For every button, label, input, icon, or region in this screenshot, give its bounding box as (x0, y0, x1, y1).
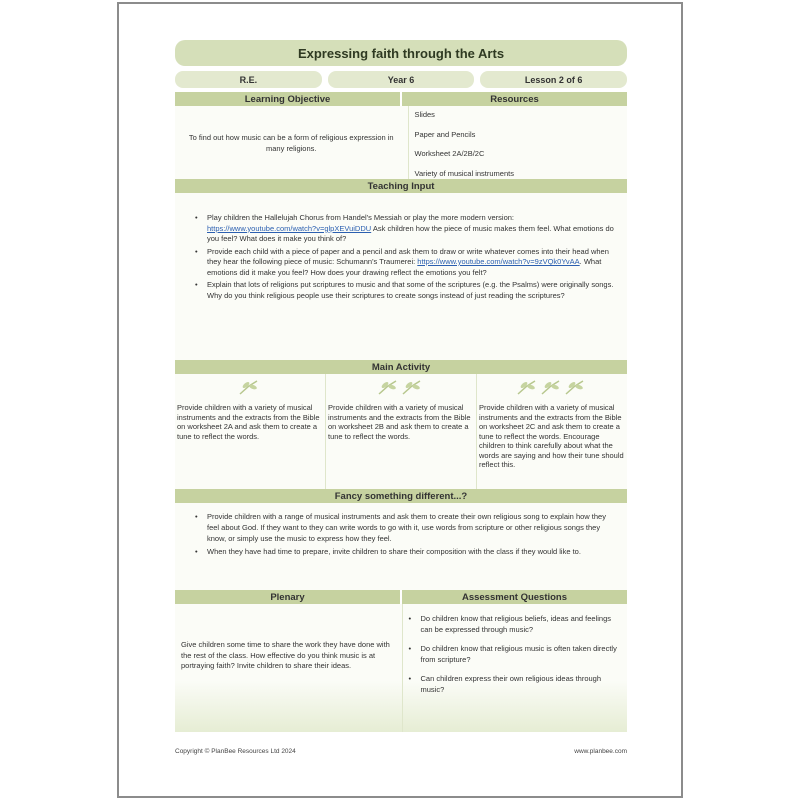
lo-resources-section (175, 106, 627, 179)
leaf-sprig-icon (376, 378, 424, 396)
plenary-assessment-header (175, 590, 627, 604)
assessment-heading: Assessment Questions (400, 590, 627, 604)
fancy-list (195, 511, 617, 557)
fancy-heading: Fancy something different...? (334, 490, 468, 502)
resource-item: Slides (414, 110, 435, 119)
learning-objective-heading: Learning Objective (244, 93, 331, 105)
teaching-text: . What emotions did it make you feel? How does your drawing reflect the emotions you felt? (207, 257, 602, 277)
activity-text: Provide children with a variety of musical instruments and the extracts from the Bible on worksheet 2C and ask them to create a tune to reflect the words. Encourage children to think carefully about what the words are saying and how their tune should reflect this. (479, 403, 624, 469)
leaf-sprig-icon (515, 378, 587, 396)
youtube-link[interactable]: https://www.youtube.com/watch?v=9zVQk0YvAA (417, 257, 580, 266)
website-link[interactable]: www.planbee.com (574, 748, 627, 755)
list-item (195, 247, 617, 279)
lesson-plan-content (175, 40, 627, 732)
activity-column-2 (326, 374, 477, 489)
teaching-input-header (175, 179, 627, 193)
page-title: Expressing faith through the Arts (175, 40, 627, 66)
resource-item: Variety of musical instruments (414, 168, 514, 178)
subject-badge: R.E. (175, 71, 322, 88)
activity-column-3 (477, 374, 627, 489)
plenary-text: Give children some time to share the work they have done with the rest of the class. How effective do you think music is at portraying faith? Invite children to share their ideas. (175, 604, 403, 732)
teaching-input-section (175, 193, 627, 360)
activity-text: Provide children with a variety of musical instruments and the extracts from the Bible on worksheet 2B and ask them to create a tune to reflect the words. (328, 403, 471, 441)
teaching-text: Play children the Hallelujah Chorus from Handel's Messiah or play the more modern version: (207, 213, 514, 222)
main-activity-header (175, 360, 627, 374)
copyright-text: Copyright © PlanBee Resources Ltd 2024 (175, 748, 296, 755)
main-activity-section (175, 374, 627, 489)
list-item: • When they have had time to prepare, invite children to share their composition with the class if they would like to. (195, 546, 617, 557)
list-item: • Can children express their own religious ideas through music? (409, 674, 622, 695)
list-item (195, 280, 617, 301)
resources-heading: Resources (400, 92, 627, 106)
list-item: • Provide children with a range of musical instruments and ask them to create their own religious song to explain how they feel about God. If they want to they can write words to go with it, use words from scripture or other religious songs they know, or simply use the music to express how they feel. (195, 511, 617, 544)
learning-objective-text: To find out how music can be a form of religious expression in many religions. (175, 106, 409, 179)
list-item: • Do children know that religious music is often taken directly from scripture? (409, 644, 622, 665)
activity-column-1 (175, 374, 326, 489)
teaching-text: Ask children how the piece of music makes them feel. What emotions do you feel? What does it make you think of? (207, 223, 614, 243)
page-footer (175, 748, 627, 755)
fancy-section (175, 503, 627, 590)
leaf-sprig-icon (237, 378, 261, 396)
teaching-input-heading: Teaching Input (367, 180, 435, 192)
plenary-heading: Plenary (270, 591, 305, 603)
activity-text: Provide children with a variety of musical instruments and the extracts from the Bible on worksheet 2A and ask them to create a tune to reflect the words. (177, 403, 320, 441)
year-badge: Year 6 (328, 71, 475, 88)
fancy-header (175, 489, 627, 503)
list-item: • Do children know that religious beliefs, ideas and feelings can be expressed through music? (409, 614, 622, 635)
teaching-text: Provide each child with a piece of paper and a pencil and ask them to draw or write whatever comes into their head when they hear the following piece of music: Schumann's Traumerei: (207, 246, 609, 266)
meta-row (175, 71, 627, 88)
assessment-list-container (403, 604, 628, 732)
lesson-badge: Lesson 2 of 6 (480, 71, 627, 88)
youtube-link[interactable]: https://www.youtube.com/watch?v=glpXEVuiDDU (207, 223, 372, 233)
main-activity-heading: Main Activity (371, 361, 431, 373)
plenary-assessment-section (175, 604, 627, 732)
teaching-list (195, 213, 617, 301)
resource-item: Worksheet 2A/2B/2C (414, 149, 485, 158)
lo-resources-header (175, 92, 627, 106)
lesson-plan-page (117, 2, 683, 798)
teaching-text: Explain that lots of religions put scriptures to music and that some of the scriptures (e.g. the Psalms) were originally songs. Why do you think religious people use their scriptures to create songs instead of just reading the scriptures? (207, 280, 614, 300)
assessment-list (409, 614, 622, 695)
list-item (195, 213, 617, 245)
resources-list (409, 106, 628, 179)
resource-item: Paper and Pencils (414, 129, 476, 139)
